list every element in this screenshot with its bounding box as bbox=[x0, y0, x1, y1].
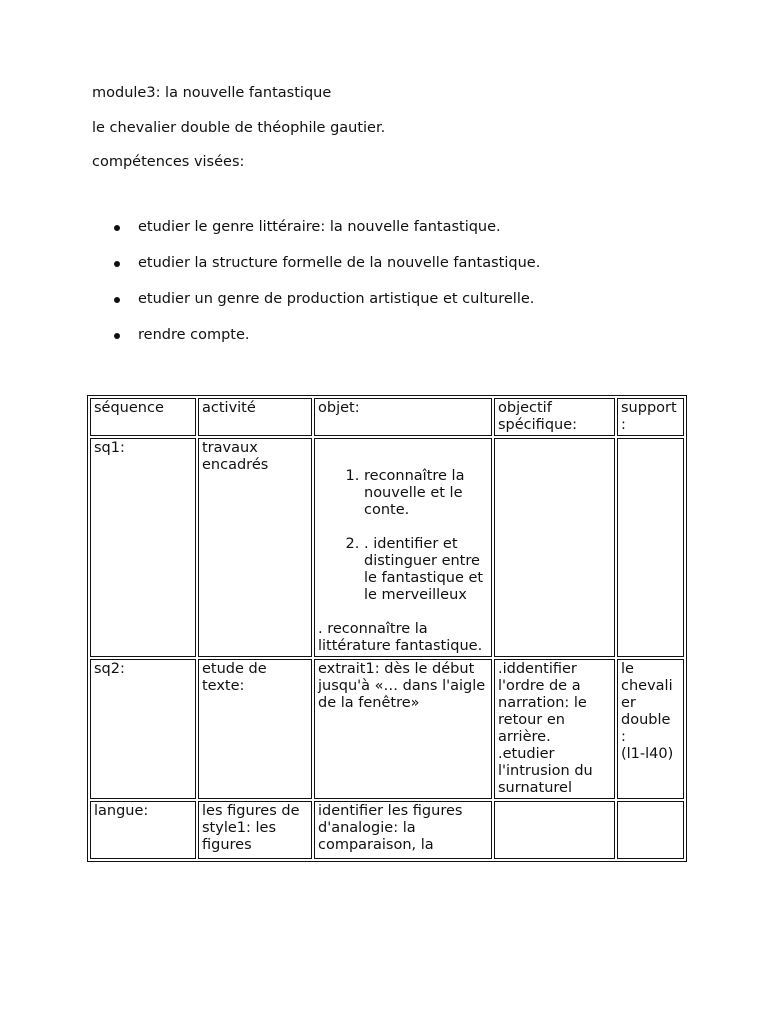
list-item-text: etudier le genre littéraire: la nouvelle fantastique. bbox=[138, 219, 501, 235]
work-title: le chevalier double de théophile gautier. bbox=[92, 120, 386, 136]
module-title: module3: la nouvelle fantastique bbox=[92, 85, 332, 101]
cell-objet bbox=[314, 438, 492, 657]
objet-extra: . reconnaître la littérature fantastique. bbox=[318, 621, 483, 654]
cell-objet: identifier les figures d'analogie: la comparaison, la bbox=[314, 801, 492, 859]
support-line: le chevalier double bbox=[621, 661, 673, 728]
table-row bbox=[90, 801, 684, 859]
header-support: support: bbox=[617, 398, 684, 436]
competences-heading: compétences visées: bbox=[92, 154, 245, 170]
bullet-icon bbox=[114, 297, 120, 303]
cell-objectif bbox=[494, 438, 615, 657]
cell-activite: travaux encadrés bbox=[198, 438, 312, 657]
objectif-line: .etudier l'intrusion du surnaturel bbox=[498, 746, 593, 796]
objet-item: 2. . identifier et distinguer entre le fantastique et le merveilleux bbox=[364, 536, 488, 604]
cell-activite: etude de texte: bbox=[198, 659, 312, 799]
table-row bbox=[90, 659, 684, 799]
bullet-icon bbox=[114, 333, 120, 339]
cell-support bbox=[617, 801, 684, 859]
header-objectif: objectif spécifique: bbox=[494, 398, 615, 436]
header-objet: objet: bbox=[314, 398, 492, 436]
list-item-text: etudier un genre de production artistique et culturelle. bbox=[138, 291, 535, 307]
competences-list bbox=[92, 219, 540, 363]
objet-item: 1. reconnaître la nouvelle et le conte. bbox=[364, 468, 488, 519]
header-activite: activité bbox=[198, 398, 312, 436]
cell-objectif bbox=[494, 801, 615, 859]
list-item-text: rendre compte. bbox=[138, 327, 250, 343]
cell-activite: les figures de style1: les figures bbox=[198, 801, 312, 859]
objet-list bbox=[318, 468, 488, 604]
cell-objet: extrait1: dès le début jusqu'à «… dans l'aigle de la fenêtre» bbox=[314, 659, 492, 799]
list-item bbox=[92, 255, 540, 291]
cell-support bbox=[617, 438, 684, 657]
list-item bbox=[92, 327, 540, 363]
cell-sequence: sq2: bbox=[90, 659, 196, 799]
list-item bbox=[92, 291, 540, 327]
sequence-table bbox=[87, 395, 687, 862]
list-item bbox=[92, 219, 540, 255]
bullet-icon bbox=[114, 225, 120, 231]
cell-sequence: langue: bbox=[90, 801, 196, 859]
bullet-icon bbox=[114, 261, 120, 267]
support-line: : bbox=[621, 729, 626, 745]
list-item-text: etudier la structure formelle de la nouvelle fantastique. bbox=[138, 255, 541, 271]
table-header-row bbox=[90, 398, 684, 436]
cell-objectif bbox=[494, 659, 615, 799]
objectif-line: .iddentifier l'ordre de a narration: le retour en arrière. bbox=[498, 661, 587, 745]
cell-sequence: sq1: bbox=[90, 438, 196, 657]
support-line: (l1-l40) bbox=[621, 746, 674, 762]
cell-support bbox=[617, 659, 684, 799]
header-sequence: séquence bbox=[90, 398, 196, 436]
table-row bbox=[90, 438, 684, 657]
